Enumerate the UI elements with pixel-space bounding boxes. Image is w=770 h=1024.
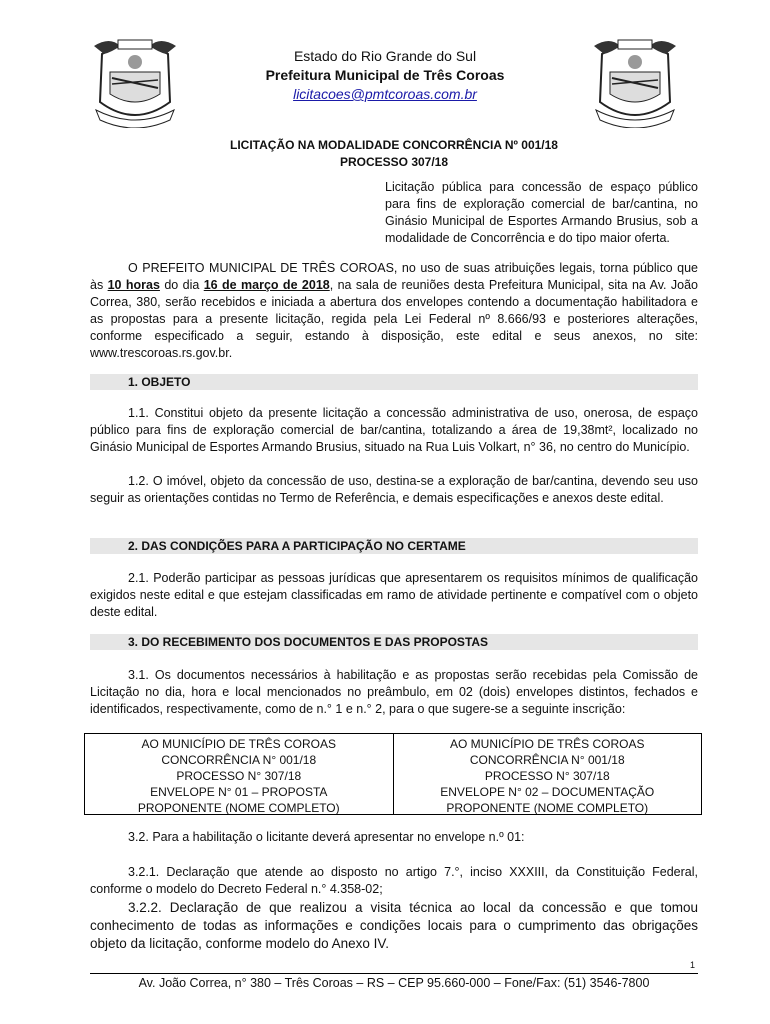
paragraph-1-2: 1.2. O imóvel, objeto da concessão de uso, destina-se a exploração de bar/cantina, devendo seu uso seguir as orientações contidas no Termo de Referência, e demais especificações e anexos deste edital. <box>90 474 698 505</box>
envelope-1-line: PROCESSO N° 307/18 <box>176 769 302 783</box>
paragraph-1-1: 1.1. Constitui objeto da presente licitação a concessão administrativa de uso, onerosa, de espaço público para fins de exploração comercial de bar/cantina, totalizando a área de 19,38mt², localizado no Ginásio Municipal de Esportes Armando Brusius, situado na Rua Luis Volkart, n° 36, no centro do Município. <box>90 406 698 454</box>
page-number: 1 <box>690 960 696 970</box>
envelope-2-line: AO MUNICÍPIO DE TRÊS COROAS <box>450 737 645 751</box>
paragraph-3-2: 3.2. Para a habilitação o licitante deverá apresentar no envelope n.º 01: <box>128 830 525 844</box>
envelope-inscription-table <box>84 733 702 815</box>
preamble-text-1: O PREFEITO MUNICIPAL DE TRÊS COROAS, no uso de suas atribuições legais, torna público que às <box>90 261 698 292</box>
document-title <box>90 137 698 171</box>
envelope-2-line: PROPONENTE (NOME COMPLETO) <box>446 801 649 815</box>
letterhead <box>200 47 570 104</box>
paragraph-3-1: 3.1. Os documentos necessários à habilitação e as propostas serão recebidas pela Comissão de Licitação no dia, hora e local mencionados no preâmbulo, em 02 (dois) envelopes distintos, fechados e identificados, respectivamente, como de n.° 1 e n.° 2, para o que sugere-se a seguinte inscrição: <box>90 668 698 716</box>
email-link[interactable]: licitacoes@pmtcoroas.com.br <box>293 86 477 102</box>
preamble-text-3: , na sala de reuniões desta Prefeitura Municipal, sita na Av. João Correa, 380, serão recebidos e iniciada a abertura dos envelopes contendo a documentação habilitadora e as propostas para a presente licitação, regida pela Lei Federal nº 8.666/93 e posteriores alterações, conforme especificado a seguir, estando à disposição, este edital e seus anexos, no site: www.trescoroas.rs.gov.br. <box>90 278 698 360</box>
section-heading-condicoes: 2. DAS CONDIÇÕES PARA A PARTICIPAÇÃO NO CERTAME <box>90 538 698 554</box>
preamble-time: 10 horas <box>107 278 160 292</box>
envelope-1-line: AO MUNICÍPIO DE TRÊS COROAS <box>141 737 336 751</box>
envelope-1-line: CONCORRÊNCIA N° 001/18 <box>161 753 317 767</box>
paragraph-3-2-2: 3.2.2. Declaração de que realizou a visita técnica ao local da concessão e que tomou conhecimento de todas as informações e condições locais para o cumprimento das obrigações objeto da licitação, conforme modelo do Anexo IV. <box>90 900 698 951</box>
section-heading-recebimento: 3. DO RECEBIMENTO DOS DOCUMENTOS E DAS PROPOSTAS <box>90 634 698 650</box>
envelope-1-cell <box>85 734 393 814</box>
envelope-1-line: ENVELOPE N° 01 – PROPOSTA <box>150 785 328 799</box>
city-hall-name: Prefeitura Municipal de Três Coroas <box>265 67 505 83</box>
state-name: Estado do Rio Grande do Sul <box>293 48 477 64</box>
summary-paragraph: Licitação pública para concessão de espaço público para fins de exploração comercial de bar/cantina, no Ginásio Municipal de Esportes Armando Brusius, sob a modalidade de Concorrência e do tipo maior oferta. <box>385 180 698 245</box>
section-heading-objeto: 1. OBJETO <box>90 374 698 390</box>
preamble-text-2: do dia <box>159 278 204 292</box>
envelope-2-line: CONCORRÊNCIA N° 001/18 <box>469 753 625 767</box>
footer-address: Av. João Correa, n° 380 – Três Coroas – RS – CEP 95.660-000 – Fone/Fax: (51) 3546-7800 <box>138 976 650 990</box>
title-line-1: LICITAÇÃO NA MODALIDADE CONCORRÊNCIA Nº 001/18 <box>230 138 558 152</box>
paragraph-3-2-1: 3.2.1. Declaração que atende ao disposto no artigo 7.°, inciso XXXIII, da Constituição Federal, conforme o modelo do Decreto Federal n.° 4.358-02; <box>90 865 698 896</box>
envelope-1-line: PROPONENTE (NOME COMPLETO) <box>137 801 340 815</box>
envelope-2-line: ENVELOPE N° 02 – DOCUMENTAÇÃO <box>440 785 655 799</box>
envelope-2-cell <box>393 734 702 814</box>
preamble-paragraph <box>90 260 698 362</box>
footer-divider <box>90 973 698 974</box>
paragraph-2-1: 2.1. Poderão participar as pessoas jurídicas que apresentarem os requisitos mínimos de qualificação exigidos neste edital e que estejam classificadas em ramo de atividade pertinente e compatível com o objeto deste edital. <box>90 571 698 619</box>
municipal-crest-right <box>590 32 680 128</box>
preamble-date: 16 de março de 2018 <box>203 278 330 292</box>
envelope-2-line: PROCESSO N° 307/18 <box>484 769 610 783</box>
title-line-2: PROCESSO 307/18 <box>339 155 449 169</box>
municipal-crest-left <box>90 32 180 128</box>
